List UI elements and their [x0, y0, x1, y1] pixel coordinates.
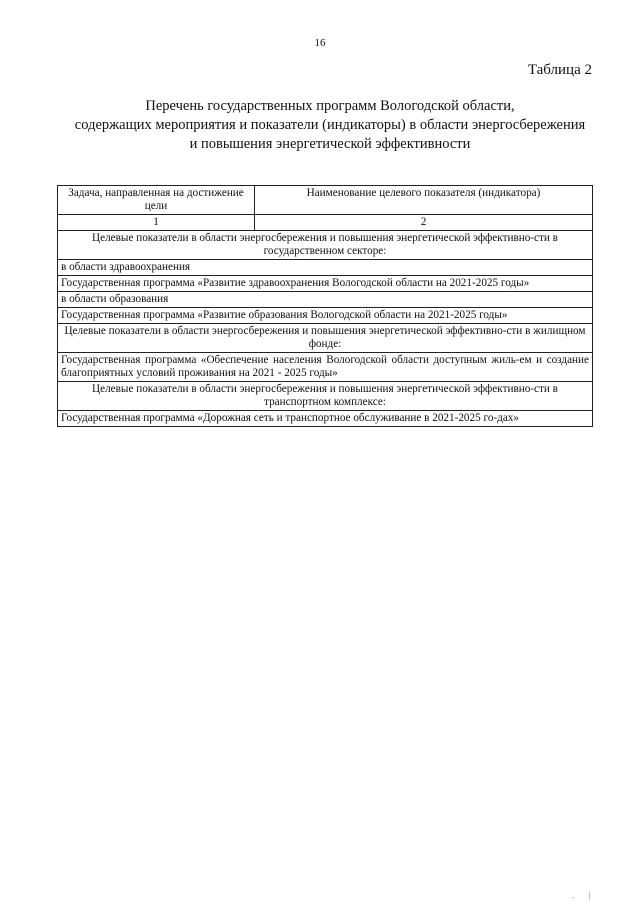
table-row	[58, 260, 593, 276]
page-number: 16	[314, 37, 326, 49]
table-row	[58, 382, 593, 411]
document-title	[40, 97, 620, 154]
table-row-cell: Государственная программа «Развитие образования Вологодской области на 2021-2025 годы»	[58, 308, 593, 324]
table-row-cell: Государственная программа «Обеспечение населения Вологодской области доступным жиль-ем и создание благоприятных условий проживания на 2021 - 2025 годы»	[58, 353, 593, 382]
programs-table	[57, 185, 593, 427]
table-row-cell: в области здравоохранения	[58, 260, 593, 276]
table-row	[58, 292, 593, 308]
table-row	[58, 231, 593, 260]
table-row-cell: в области образования	[58, 292, 593, 308]
title-line-1: Перечень государственных программ Вологодской области,	[145, 98, 515, 114]
title-line-3: и повышения энергетической эффективности	[189, 136, 471, 152]
table-row-cell: Целевые показатели в области энергосбережения и повышения энергетической эффективно-сти в жилищном фонде:	[58, 324, 593, 353]
table-row-cell: Целевые показатели в области энергосбережения и повышения энергетической эффективно-сти в транспортном комплексе:	[58, 382, 593, 411]
scan-marks: . |	[572, 890, 597, 900]
column-number-1: 1	[58, 215, 255, 231]
header-indicator-cell: Наименование целевого показателя (индикатора)	[255, 186, 593, 215]
table-row-cell: Государственная программа «Дорожная сеть и транспортное обслуживание в 2021-2025 го-дах»	[58, 411, 593, 427]
table-row	[58, 411, 593, 427]
header-task-cell: Задача, направленная на достижение цели	[58, 186, 255, 215]
table-row	[58, 308, 593, 324]
table-row	[58, 353, 593, 382]
table-header-row	[58, 186, 593, 215]
table-caption: Таблица 2	[527, 62, 592, 78]
column-number-2: 2	[255, 215, 593, 231]
column-number-row	[58, 215, 593, 231]
title-line-2: содержащих мероприятия и показатели (индикаторы) в области энергосбережения	[74, 117, 586, 133]
table-row	[58, 276, 593, 292]
table-body	[58, 231, 593, 427]
table-row	[58, 324, 593, 353]
table-row-cell: Целевые показатели в области энергосбережения и повышения энергетической эффективно-сти в государственном секторе:	[58, 231, 593, 260]
table-row-cell: Государственная программа «Развитие здравоохранения Вологодской области на 2021-2025 годы»	[58, 276, 593, 292]
